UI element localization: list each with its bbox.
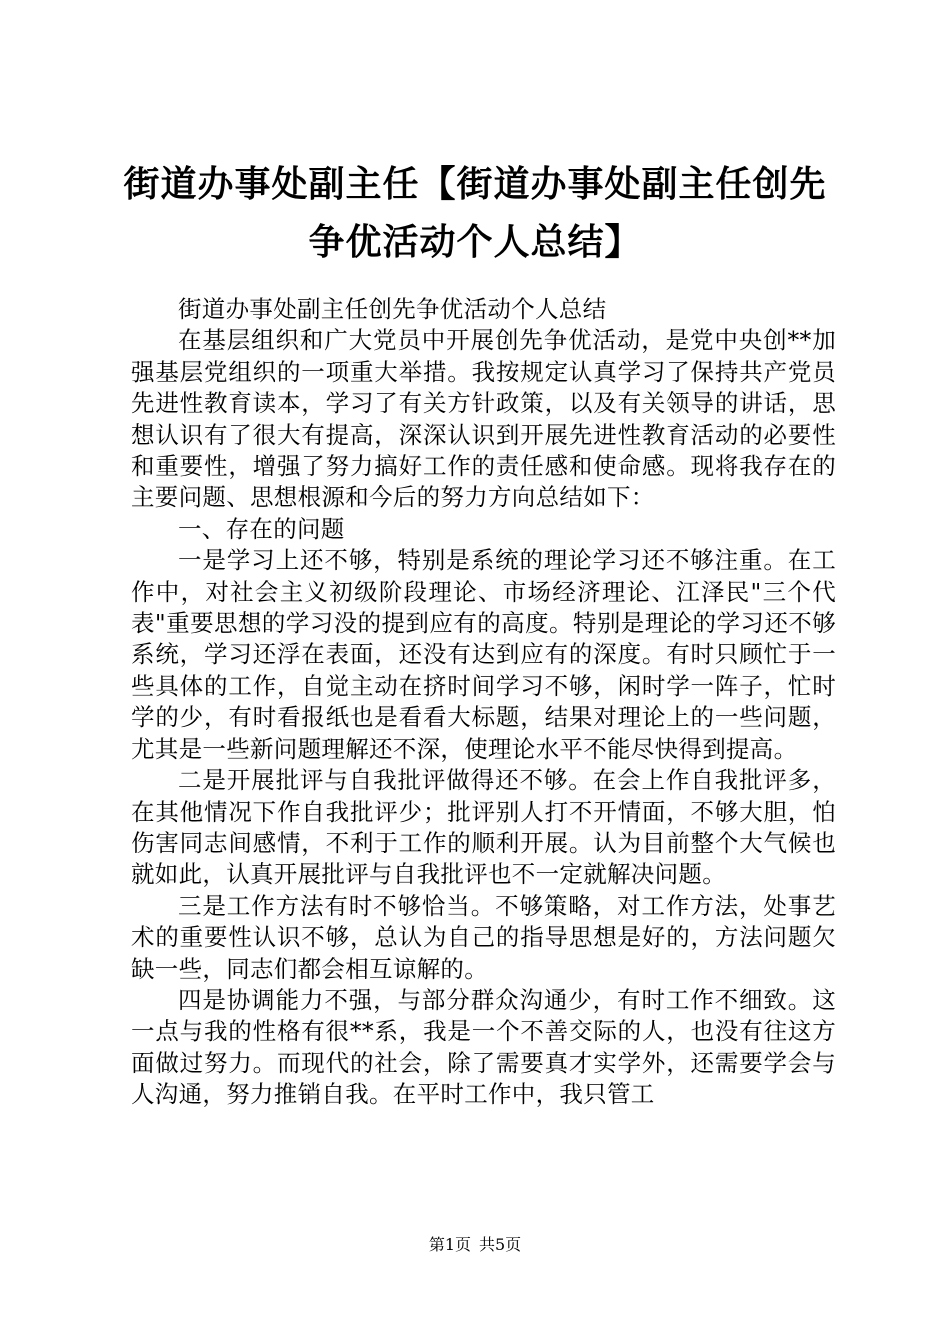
paragraph-item-3: 三是工作方法有时不够恰当。不够策略，对工作方法，处事艺术的重要性认识不够，总认为自己的指导思想是好的，方法问题欠缺一些，同志们都会相互谅解的。 [131, 891, 836, 983]
paragraph-item-1: 一是学习上还不够，特别是系统的理论学习还不够注重。在工作中，对社会主义初级阶段理论、市场经济理论、江泽民"三个代表"重要思想的学习没的提到应有的高度。特别是理论的学习还不够系统，学习还浮在表面，还没有达到应有的深度。有时只顾忙于一些具体的工作，自觉主动在挤时间学习不够，闲时学一阵子，忙时学的少，有时看报纸也是看看大标题，结果对理论上的一些问题，尤其是一些新问题理解还不深，使理论水平不能尽快得到提高。 [131, 546, 836, 763]
document-body [131, 294, 836, 1111]
paragraph-intro: 在基层组织和广大党员中开展创先争优活动，是党中央创**加强基层党组织的一项重大举措。我按规定认真学习了保持共产党员先进性教育读本，学习了有关方针政策，以及有关领导的讲话，思想认识有了很大有提高，深深认识到开展先进性教育活动的必要性和重要性，增强了努力搞好工作的责任感和使命感。现将我存在的主要问题、思想根源和今后的努力方向总结如下： [131, 326, 836, 512]
page-total: 共5页 [479, 1235, 522, 1254]
section-heading: 一、存在的问题 [178, 514, 345, 543]
document-title: 街道办事处副主任【街道办事处副主任创先争优活动个人总结】 [123, 163, 827, 263]
page-number: 第1页 [428, 1235, 471, 1254]
page-footer [0, 1234, 950, 1256]
paragraph-item-4: 四是协调能力不强，与部分群众沟通少，有时工作不细致。这一点与我的性格有很**系，我是一个不善交际的人，也没有往这方面做过努力。而现代的社会，除了需要真才实学外，还需要学会与人沟通，努力推销自我。在平时工作中，我只管工 [131, 985, 836, 1109]
paragraph-item-2: 二是开展批评与自我批评做得还不够。在会上作自我批评多，在其他情况下作自我批评少；批评别人打不开情面，不够大胆，怕伤害同志间感情，不利于工作的顺利开展。认为目前整个大气候也就如此，认真开展批评与自我批评也不一定就解决问题。 [131, 766, 836, 889]
paragraph-subtitle: 街道办事处副主任创先争优活动个人总结 [178, 295, 607, 323]
